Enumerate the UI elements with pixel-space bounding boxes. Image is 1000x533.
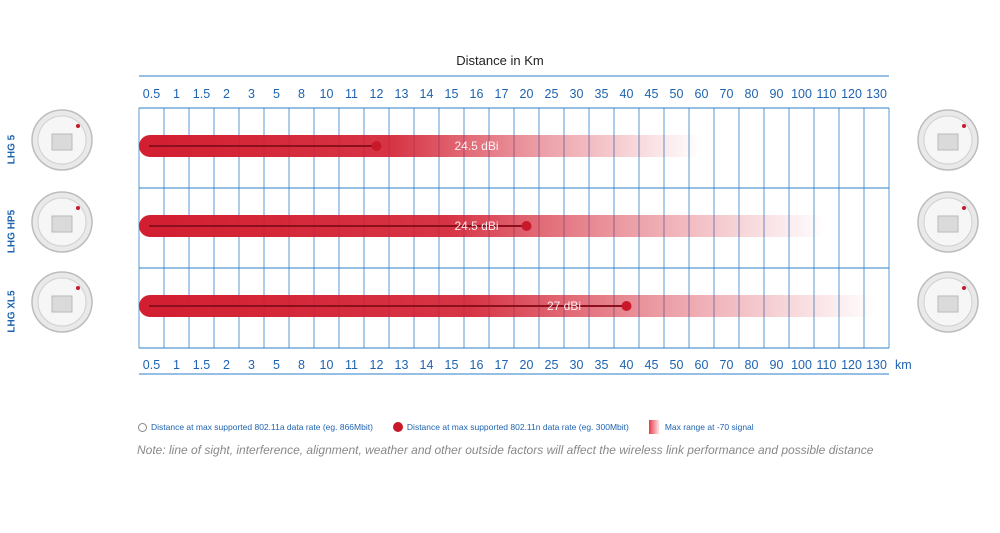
antenna-dish-icon-right-2-feed (938, 296, 958, 312)
tick-label-top: 35 (594, 87, 609, 101)
tick-label-top: 12 (369, 87, 384, 101)
antenna-dish-icon-right-0-logo (962, 124, 966, 128)
tick-label-bottom: 90 (769, 358, 784, 372)
tick-label-bottom: 20 (519, 358, 534, 372)
antenna-dish-icon-right-1-logo (962, 206, 966, 210)
dot-icon (393, 422, 403, 432)
gradient-swatch-icon (649, 420, 659, 434)
footnote: Note: line of sight, interference, alignment, weather and other outside factors will affect the wireless link performance and possible distance (137, 443, 874, 457)
tick-label-top: 17 (494, 87, 509, 101)
tick-label-bottom: 60 (694, 358, 709, 372)
tick-label-bottom: 16 (469, 358, 484, 372)
antenna-dish-icon-left-0-logo (76, 124, 80, 128)
tick-label-top: 16 (469, 87, 484, 101)
tick-label-bottom: 80 (744, 358, 759, 372)
legend-max-range-label: Max range at -70 signal (664, 422, 754, 432)
legend-item-n-rate (393, 422, 629, 432)
tick-label-top: 2 (223, 87, 230, 101)
antenna-dish-icon-right-1-feed (938, 216, 958, 232)
tick-label-bottom: 100 (791, 358, 812, 372)
tick-label-top: 3 (248, 87, 255, 101)
tick-label-bottom: 30 (569, 358, 584, 372)
tick-label-bottom: 110 (816, 358, 837, 372)
ring-icon (138, 423, 147, 432)
tick-label-top: 1.5 (192, 87, 211, 101)
tick-label-top: 80 (744, 87, 759, 101)
tick-label-bottom: 14 (419, 358, 434, 372)
device-label-lhgxl5: LHG XL5 (6, 290, 18, 333)
tick-label-bottom: 0.5 (142, 358, 161, 372)
tick-label-bottom: 45 (644, 358, 659, 372)
tick-label-bottom: 13 (394, 358, 409, 372)
antenna-dish-icon-left-0-feed (52, 134, 72, 150)
data-rate-marker-0 (372, 141, 382, 151)
legend-item-a-rate (138, 422, 373, 432)
tick-label-bottom: 12 (369, 358, 384, 372)
tick-label-top: 50 (669, 87, 684, 101)
tick-label-top: 25 (544, 87, 559, 101)
tick-label-top: 70 (719, 87, 734, 101)
tick-label-top: 40 (619, 87, 634, 101)
tick-label-bottom: 3 (248, 358, 255, 372)
tick-label-top: 110 (816, 87, 837, 101)
tick-label-bottom: 15 (444, 358, 459, 372)
tick-label-top: 13 (394, 87, 409, 101)
data-rate-marker-2 (622, 301, 632, 311)
tick-label-bottom: 1 (173, 358, 180, 372)
tick-label-top: 14 (419, 87, 434, 101)
tick-label-bottom: 120 (841, 358, 862, 372)
x-unit-label: km (895, 358, 912, 372)
tick-label-bottom: 10 (319, 358, 334, 372)
legend (138, 420, 774, 434)
tick-label-top: 60 (694, 87, 709, 101)
tick-label-top: 5 (273, 87, 280, 101)
gain-label-1: 24.5 dBi (454, 219, 499, 233)
antenna-dish-icon-left-1-feed (52, 216, 72, 232)
tick-label-bottom: 70 (719, 358, 734, 372)
tick-label-top: 8 (298, 87, 305, 101)
tick-label-top: 130 (866, 87, 887, 101)
tick-label-top: 0.5 (142, 87, 161, 101)
tick-label-top: 20 (519, 87, 534, 101)
tick-label-top: 11 (345, 87, 358, 101)
tick-label-bottom: 17 (494, 358, 509, 372)
tick-label-bottom: 40 (619, 358, 634, 372)
tick-label-top: 90 (769, 87, 784, 101)
device-label-lhghp5: LHG HP5 (6, 209, 18, 254)
tick-label-top: 1 (173, 87, 180, 101)
tick-label-bottom: 35 (594, 358, 609, 372)
tick-label-top: 45 (644, 87, 659, 101)
antenna-dish-icon-left-1-logo (76, 206, 80, 210)
chart-title: Distance in Km (456, 53, 544, 68)
tick-label-bottom: 11 (345, 358, 358, 372)
gain-label-0: 24.5 dBi (454, 139, 499, 153)
antenna-dish-icon-right-0-feed (938, 134, 958, 150)
data-rate-marker-1 (522, 221, 532, 231)
tick-label-bottom: 2 (223, 358, 230, 372)
tick-label-bottom: 1.5 (192, 358, 211, 372)
antenna-dish-icon-right-2-logo (962, 286, 966, 290)
legend-n-rate-label: Distance at max supported 802.11n data rate (eg. 300Mbit) (406, 422, 629, 432)
gain-label-2: 27 dBi (546, 299, 582, 313)
tick-label-top: 15 (444, 87, 459, 101)
tick-label-bottom: 130 (866, 358, 887, 372)
tick-label-bottom: 50 (669, 358, 684, 372)
antenna-dish-icon-left-2-feed (52, 296, 72, 312)
legend-item-max-range (649, 420, 754, 434)
antenna-dish-icon-left-2-logo (76, 286, 80, 290)
tick-label-top: 10 (319, 87, 334, 101)
legend-a-rate-label: Distance at max supported 802.11a data rate (eg. 866Mbit) (151, 422, 373, 432)
tick-label-top: 30 (569, 87, 584, 101)
tick-label-bottom: 5 (273, 358, 280, 372)
tick-label-bottom: 25 (544, 358, 559, 372)
tick-label-top: 100 (791, 87, 812, 101)
device-label-lhg5: LHG 5 (6, 134, 18, 165)
tick-label-top: 120 (841, 87, 862, 101)
tick-label-bottom: 8 (298, 358, 305, 372)
